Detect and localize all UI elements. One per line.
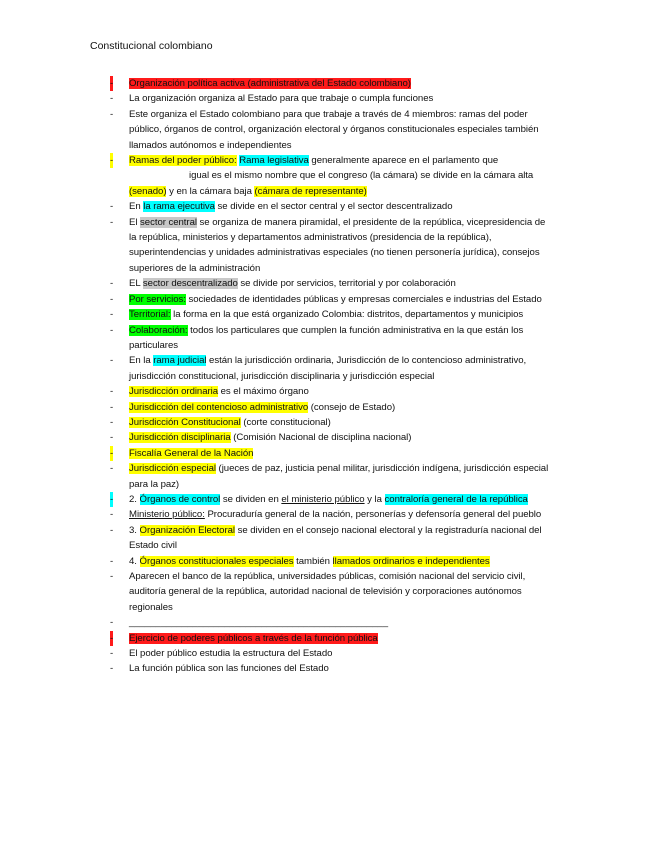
list-item	[110, 430, 550, 445]
highlighted-text: Ramas del poder público:	[129, 155, 237, 167]
list-item	[110, 76, 550, 91]
list-item	[110, 507, 550, 522]
item-text: La función pública son las funciones del Estado	[129, 663, 329, 675]
highlighted-text: Jurisdicción especial	[129, 463, 216, 475]
highlighted-text: Órganos de control	[139, 493, 221, 505]
highlighted-text: Ejercicio de poderes públicos a través de la función pública	[129, 632, 378, 644]
item-text: se dividen en el consejo nacional electoral y la registraduría nacional del Estado civil	[129, 524, 542, 552]
item-text: están la jurisdicción ordinaria, Jurisdicción de lo contencioso administrativo, jurisdicción constitucional, jurisdicción disciplinaria y jurisdicción especial	[129, 355, 527, 382]
bullet-dash: -	[110, 492, 113, 507]
list-item	[110, 492, 550, 507]
list-item	[110, 384, 550, 399]
list-item	[110, 215, 550, 277]
bullet-dash: -	[110, 324, 114, 336]
highlighted-text: llamados ordinarios e independientes	[332, 555, 490, 567]
bullet-dash: -	[110, 648, 114, 660]
item-text: El	[129, 216, 141, 228]
item-text: _________________________________________________	[129, 617, 388, 629]
item-text: 2.	[129, 493, 140, 505]
highlighted-text: rama judicial	[153, 355, 207, 367]
item-text: (Comisión Nacional de disciplina nacional)	[230, 432, 412, 444]
list-item	[110, 276, 550, 291]
bullet-dash: -	[110, 153, 113, 168]
list-item	[110, 661, 550, 676]
bullet-dash: -	[110, 509, 114, 521]
bullet-dash: -	[110, 524, 114, 536]
item-text: Ministerio público:	[129, 509, 205, 521]
bullet-dash: -	[110, 663, 114, 675]
item-text: y en la cámara baja	[166, 185, 255, 197]
bullet-dash: -	[110, 309, 114, 321]
bullet-dash: -	[110, 355, 114, 367]
item-text: En la	[129, 355, 154, 367]
list-item	[110, 461, 550, 492]
item-text: también	[293, 555, 333, 567]
highlighted-text: sector descentralizado	[142, 278, 238, 290]
item-text: EL	[129, 278, 143, 290]
item-text: igual es el mismo nombre que el congreso (la cámara) se divide en la cámara alta	[189, 170, 534, 182]
bullet-list	[110, 76, 550, 677]
list-item	[110, 554, 550, 569]
highlighted-text: la rama ejecutiva	[143, 201, 215, 213]
list-item	[110, 523, 550, 554]
item-text: (corte constitucional)	[240, 416, 331, 428]
list-item	[110, 615, 550, 630]
item-text: Aparecen el banco de la república, universidades públicas, comisión nacional del servicio civil, auditoría general de la república, autoridad nacional de televisión y corporaciones autónomos regionales	[129, 571, 526, 613]
item-text: (consejo de Estado)	[308, 401, 396, 413]
list-item	[110, 91, 550, 106]
highlighted-text: Jurisdicción disciplinaria	[129, 432, 231, 444]
highlighted-text: sector central	[140, 216, 197, 228]
bullet-dash: -	[110, 76, 113, 91]
item-text: todos los particulares que cumplen la función administrativa en la que están los particulares	[129, 324, 524, 351]
item-text: sociedades de identidades públicas y empresas comerciales e industrias del Estado	[185, 293, 542, 305]
item-text: En	[129, 201, 144, 213]
item-text: se divide por servicios, territorial y por colaboración	[237, 278, 456, 290]
list-item	[110, 353, 550, 384]
item-text: La organización organiza al Estado para que trabaje o cumpla funciones	[129, 93, 434, 105]
highlighted-text: Organización política activa (administrativa del Estado colombiano)	[129, 78, 411, 89]
list-item	[110, 446, 550, 461]
document-title: Constitucional colombiano	[90, 40, 213, 52]
list-item	[110, 292, 550, 307]
item-text: Este organiza el Estado colombiano para que trabaje a través de 4 miembros: ramas del poder público, órganos de control, organización electoral y órganos constitucionales especiales también llamados autónomos e independientes	[129, 108, 539, 151]
bullet-dash: -	[110, 386, 114, 398]
highlighted-text: Jurisdicción Constitucional	[129, 416, 241, 428]
bullet-dash: -	[110, 293, 114, 305]
bullet-dash: -	[110, 555, 114, 567]
item-text: 4.	[129, 555, 140, 567]
highlighted-text: Fiscalía General de la Nación	[129, 447, 254, 459]
bullet-dash: -	[110, 432, 114, 444]
highlighted-text: contraloría general de la república	[384, 493, 528, 505]
highlighted-text: Órganos constitucionales especiales	[139, 555, 294, 567]
item-text: se organiza de manera piramidal, el presidente de la república, vicepresidencia de la república, ministerios y departamentos administrativos (presidencia de la república), superintendencias y unidades administrativas especiales (no tienen personería jurídica), consejos superiores de la administración	[129, 216, 546, 274]
bullet-dash: -	[110, 631, 113, 646]
item-text: (jueces de paz, justicia penal militar, jurisdicción indígena, jurisdicción especial para la paz)	[129, 463, 549, 490]
bullet-dash: -	[110, 416, 114, 428]
bullet-dash: -	[110, 201, 114, 213]
list-item	[110, 153, 550, 199]
highlighted-text: Rama legislativa	[239, 155, 309, 167]
item-text: generalmente aparece en el parlamento que	[308, 155, 499, 167]
highlighted-text: Organización Electoral	[139, 524, 235, 536]
highlighted-text: Colaboración:	[129, 324, 188, 336]
bullet-dash: -	[110, 278, 114, 290]
item-text: se dividen en	[220, 493, 282, 505]
list-item	[110, 631, 550, 646]
list-item	[110, 307, 550, 322]
item-text: el ministerio público	[281, 493, 365, 505]
bullet-dash: -	[110, 216, 114, 228]
bullet-dash: -	[110, 108, 114, 120]
list-item	[110, 107, 550, 153]
highlighted-text: (cámara de representante)	[254, 185, 367, 197]
bullet-dash: -	[110, 463, 114, 475]
item-text: se divide en el sector central y el sector descentralizado	[214, 201, 453, 213]
bullet-dash: -	[110, 617, 114, 629]
item-text: 3.	[129, 524, 140, 536]
item-text: y la	[364, 493, 385, 505]
highlighted-text: Jurisdicción del contencioso administrativo	[129, 401, 309, 413]
list-item	[110, 415, 550, 430]
bullet-dash: -	[110, 93, 114, 105]
item-text: es el máximo órgano	[218, 386, 309, 398]
highlighted-text: Territorial:	[129, 309, 171, 321]
list-item	[110, 323, 550, 354]
bullet-dash: -	[110, 446, 113, 461]
highlighted-text: Por servicios:	[129, 293, 186, 305]
list-item	[110, 199, 550, 214]
list-item	[110, 646, 550, 661]
list-item	[110, 400, 550, 415]
item-text: la forma en la que está organizado Colombia: distritos, departamentos y municipios	[170, 309, 524, 321]
item-text: El poder público estudia la estructura del Estado	[129, 648, 333, 660]
bullet-dash: -	[110, 571, 114, 582]
list-item	[110, 569, 550, 615]
highlighted-text: (senado)	[129, 185, 167, 197]
bullet-dash: -	[110, 401, 114, 413]
highlighted-text: Jurisdicción ordinaria	[129, 386, 219, 398]
item-text: Procuraduría general de la nación, personerías y defensoría general del pueblo	[204, 509, 542, 521]
